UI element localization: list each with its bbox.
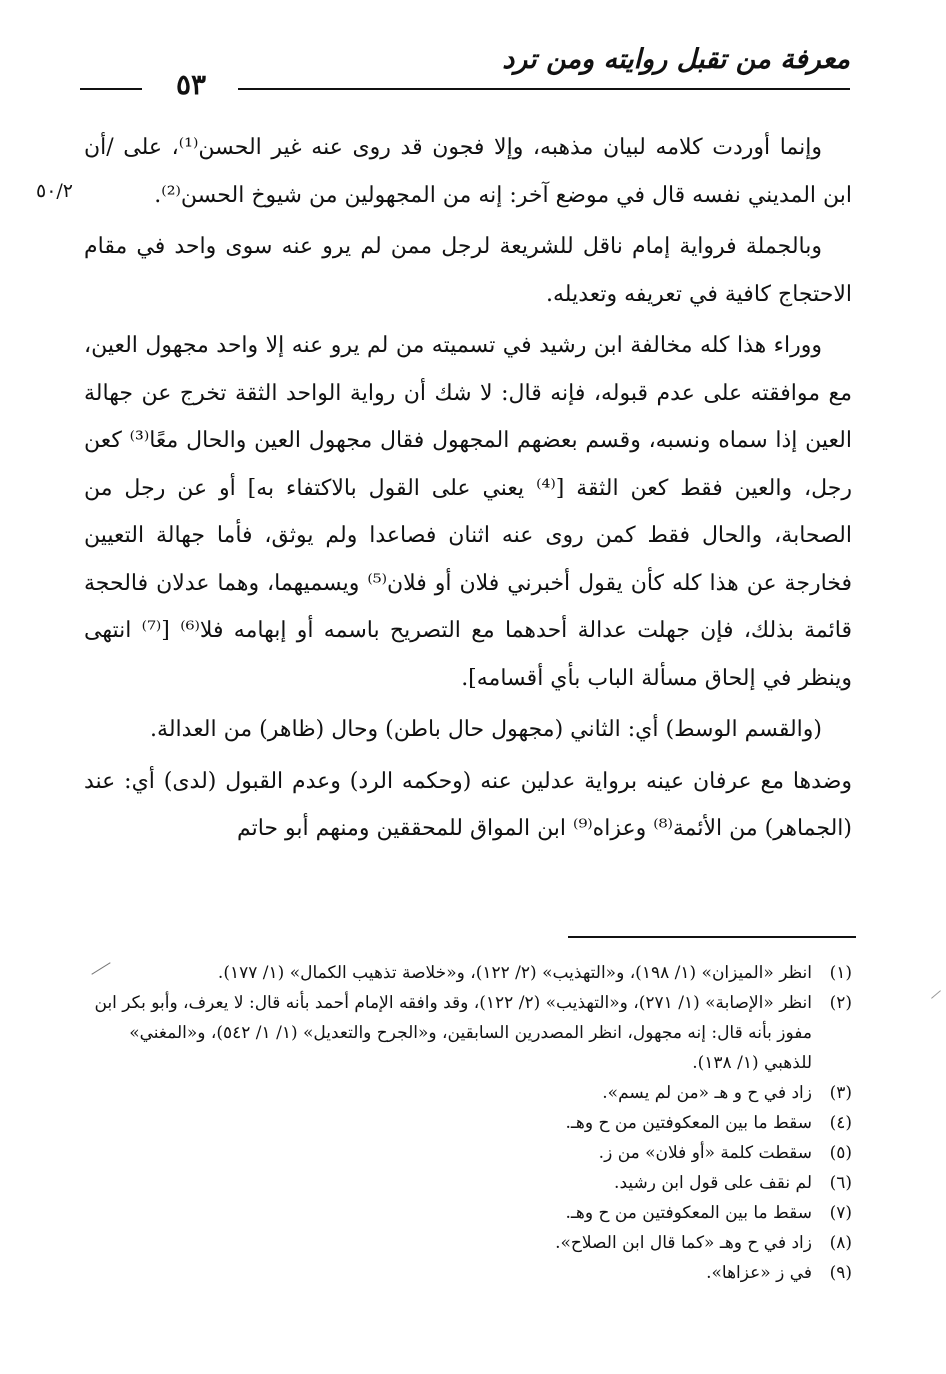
- running-title: معرفة من تقبل روايته ومن ترد: [502, 44, 850, 75]
- footnote: [84, 1078, 852, 1108]
- footnote-text: لم نقف على قول ابن رشيد.: [614, 1173, 812, 1193]
- footnote-text: زاد في ح وهـ «كما قال ابن الصلاح».: [555, 1233, 812, 1253]
- footnote: [84, 1138, 852, 1168]
- header-rule-left: [80, 88, 142, 90]
- footnote-number: (٢): [829, 993, 852, 1013]
- footnote: [84, 1108, 852, 1138]
- footnote-text: سقط ما بين المعكوفتين من ح وهـ.: [565, 1113, 812, 1133]
- footnote-text: في ز «عزاها».: [706, 1263, 812, 1283]
- footnote: [84, 988, 852, 1078]
- footnote-number: (٤): [829, 1113, 852, 1133]
- page-number: ٥٣: [176, 68, 207, 101]
- page-header: [80, 40, 850, 100]
- scan-mark: [931, 990, 941, 998]
- paragraph: ووراء هذا كله مخالفة ابن رشيد في تسميته من لم يرو عنه إلا واحد مجهول العين، مع موافقته على عدم قبوله، فإنه قال: لا شك أن رواية الواحد الثقة تخرج عن جهالة العين إذا سماه ونسبه، وقسم بعضهم المجهول فقال مجهول العين والحال معًا⁽³⁾ كعن رجل، والعين فقط كعن الثقة [⁽⁴⁾ يعني على القول بالاكتفاء به] أو عن رجل من الصحابة، والحال فقط كمن روى عنه اثنان فصاعدا ولم يوثق، فأما جهالة التعيين فخارجة عن هذا كله كأن يقول أخبرني فلان أو فلان⁽⁵⁾ ويسميهما، وهما عدلان فالحجة قائمة بذلك، فإن جهلت عدالة أحدهما مع التصريح باسمه أو إبهامه فلا⁽⁶⁾ [⁽⁷⁾ انتهى وينظر في إلحاق مسألة الباب بأي أقسامه].: [84, 333, 852, 691]
- footnote-number: (٨): [829, 1233, 852, 1253]
- footnote: [84, 1228, 852, 1258]
- main-text: [84, 124, 852, 857]
- footnote-text: سقط ما بين المعكوفتين من ح وهـ.: [565, 1203, 812, 1223]
- footnotes: [84, 958, 852, 1288]
- footnote-text: انظر «الميزان» (١/ ١٩٨)، و«التهذيب» (٢/ ١٢٢)، و«خلاصة تذهيب الكمال» (١/ ١٧٧).: [217, 963, 812, 983]
- header-rule: [238, 88, 850, 90]
- footnote-text: انظر «الإصابة» (١/ ٢٧١)، و«التهذيب» (٢/ ١٢٢)، وقد وافقه الإمام أحمد بأنه قال: لا يعرف، وأبو بكر ابن مفوز بأنه قال: إنه مجهول، انظر المصدرين السابقين، و«الجرح والتعديل» (١/ ١/ ٥٤٢)، و«المغني» للذهبي (١/ ١٣٨).: [94, 993, 812, 1073]
- footnote-number: (٣): [829, 1083, 852, 1103]
- paragraph: وإنما أوردت كلامه لبيان مذهبه، وإلا فجون قد روى عنه غير الحسن⁽¹⁾، على /أن ابن المديني نفسه قال في موضع آخر: إنه من المجهولين من شيوخ الحسن⁽²⁾.: [84, 135, 852, 208]
- footnote-text: زاد في ح و هـ «من لم يسم».: [602, 1083, 812, 1103]
- footnote-number: (١): [829, 963, 852, 983]
- footnote-number: (٩): [829, 1263, 852, 1283]
- paragraph: (والقسم الوسط) أي: الثاني (مجهول حال باطن) وحال (ظاهر) من العدالة.: [150, 717, 822, 742]
- paragraph-continuation: وضدها مع عرفان عينه برواية عدلين عنه (وحكمه الرد) وعدم القبول (لدى) أي: عند (الجماهر) من الأئمة⁽⁸⁾ وعزاه⁽⁹⁾ ابن المواق للمحققين ومنهم أبو حاتم: [84, 768, 852, 841]
- footnote: [84, 1168, 852, 1198]
- footnote: [84, 1198, 852, 1228]
- footnote: [84, 958, 852, 988]
- footnote-number: (٦): [829, 1173, 852, 1193]
- footnote-text: سقطت كلمة «أو فلان» من ز.: [598, 1143, 812, 1163]
- footnote: [84, 1258, 852, 1288]
- paragraph: وبالجملة فرواية إمام ناقل للشريعة لرجل ممن لم يرو عنه سوى واحد في مقام الاحتجاج كافية في تعريفه وتعديله.: [84, 234, 852, 307]
- footnote-number: (٥): [829, 1143, 852, 1163]
- footnote-separator: [568, 936, 856, 938]
- margin-reference: ٥٠/٢: [36, 180, 74, 202]
- footnote-number: (٧): [829, 1203, 852, 1223]
